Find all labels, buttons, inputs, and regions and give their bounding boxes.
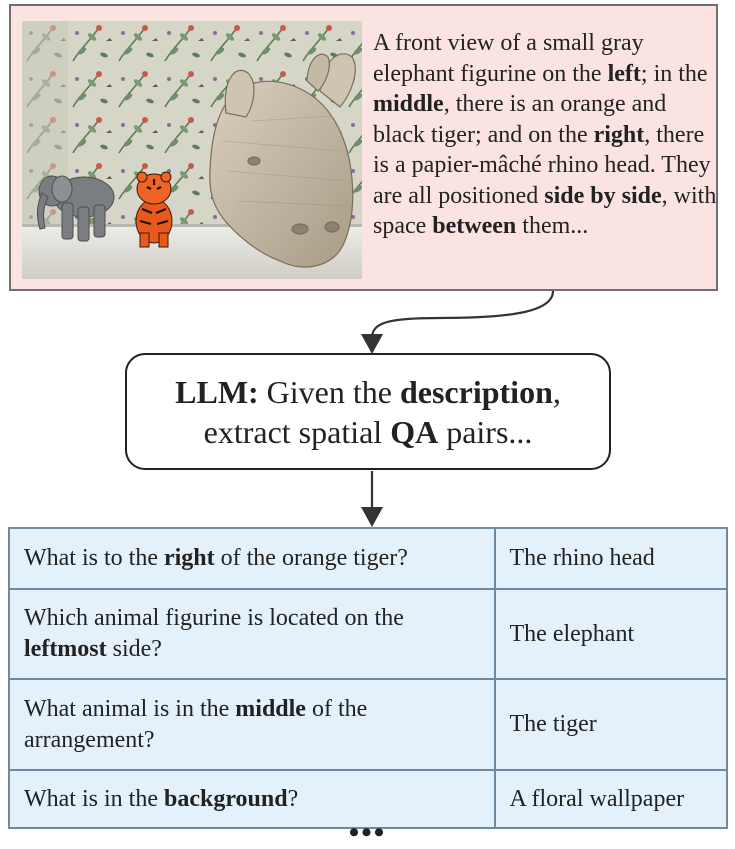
qa-answer: The tiger	[495, 679, 728, 770]
qa-question	[9, 589, 495, 679]
llm-prompt-box	[125, 353, 611, 470]
arrowhead-llm-icon	[361, 334, 383, 354]
qa-pairs-table	[8, 527, 728, 829]
qa-row	[9, 679, 727, 770]
text-run: them...	[516, 213, 589, 239]
image-description	[373, 28, 718, 242]
qa-question	[9, 679, 495, 770]
emphasized-text: QA	[390, 414, 439, 450]
text-run: What animal is in the	[24, 695, 236, 722]
text-run: What is to the	[24, 545, 164, 571]
more-ellipsis: •••	[348, 816, 387, 849]
llm-prompt-line-1	[127, 372, 609, 412]
arrow-caption-to-llm	[372, 291, 553, 338]
figurines-photo	[22, 21, 362, 279]
qa-answer: The elephant	[495, 589, 728, 679]
emphasized-text: middle	[235, 695, 306, 722]
text-run: , with space	[373, 182, 717, 239]
emphasized-text: between	[432, 213, 517, 239]
qa-row	[9, 528, 727, 589]
llm-prompt-line-2	[127, 412, 609, 452]
text-run: , there is a papier-mâché rhino head. They are all positioned	[373, 121, 711, 209]
text-run: pairs...	[438, 414, 533, 450]
emphasized-text: leftmost	[24, 636, 107, 662]
emphasized-text: middle	[373, 91, 444, 117]
text-run: ; in the	[640, 60, 708, 87]
emphasized-text: LLM:	[175, 374, 259, 410]
text-run: of the orange tiger?	[214, 545, 408, 571]
photo-of-figurines-icon	[22, 21, 362, 279]
qa-answer: A floral wallpaper	[495, 770, 728, 828]
text-run: Which animal figurine is located on the	[24, 605, 404, 631]
emphasized-text: side by side	[544, 182, 662, 209]
emphasized-text: background	[163, 785, 288, 812]
emphasized-text: description	[399, 374, 553, 410]
text-run: of the arrangement?	[24, 695, 368, 753]
arrowhead-table-icon	[361, 507, 383, 527]
emphasized-text: left	[607, 60, 641, 87]
text-run: ?	[287, 785, 299, 812]
emphasized-text: right	[593, 121, 645, 148]
qa-answer: The rhino head	[495, 528, 728, 589]
text-run: ,	[552, 374, 561, 410]
text-run: side?	[106, 636, 162, 662]
image-caption-panel	[9, 4, 718, 291]
text-run: extract spatial	[203, 414, 391, 450]
text-run: Given the	[258, 374, 400, 410]
emphasized-text: right	[163, 545, 215, 571]
text-run: A front view of a small gray elephant figurine on the	[373, 30, 644, 87]
qa-row	[9, 589, 727, 679]
qa-question	[9, 528, 495, 589]
text-run: What is in the	[24, 785, 164, 812]
text-run: , there is an orange and black tiger; and on the	[373, 91, 667, 148]
